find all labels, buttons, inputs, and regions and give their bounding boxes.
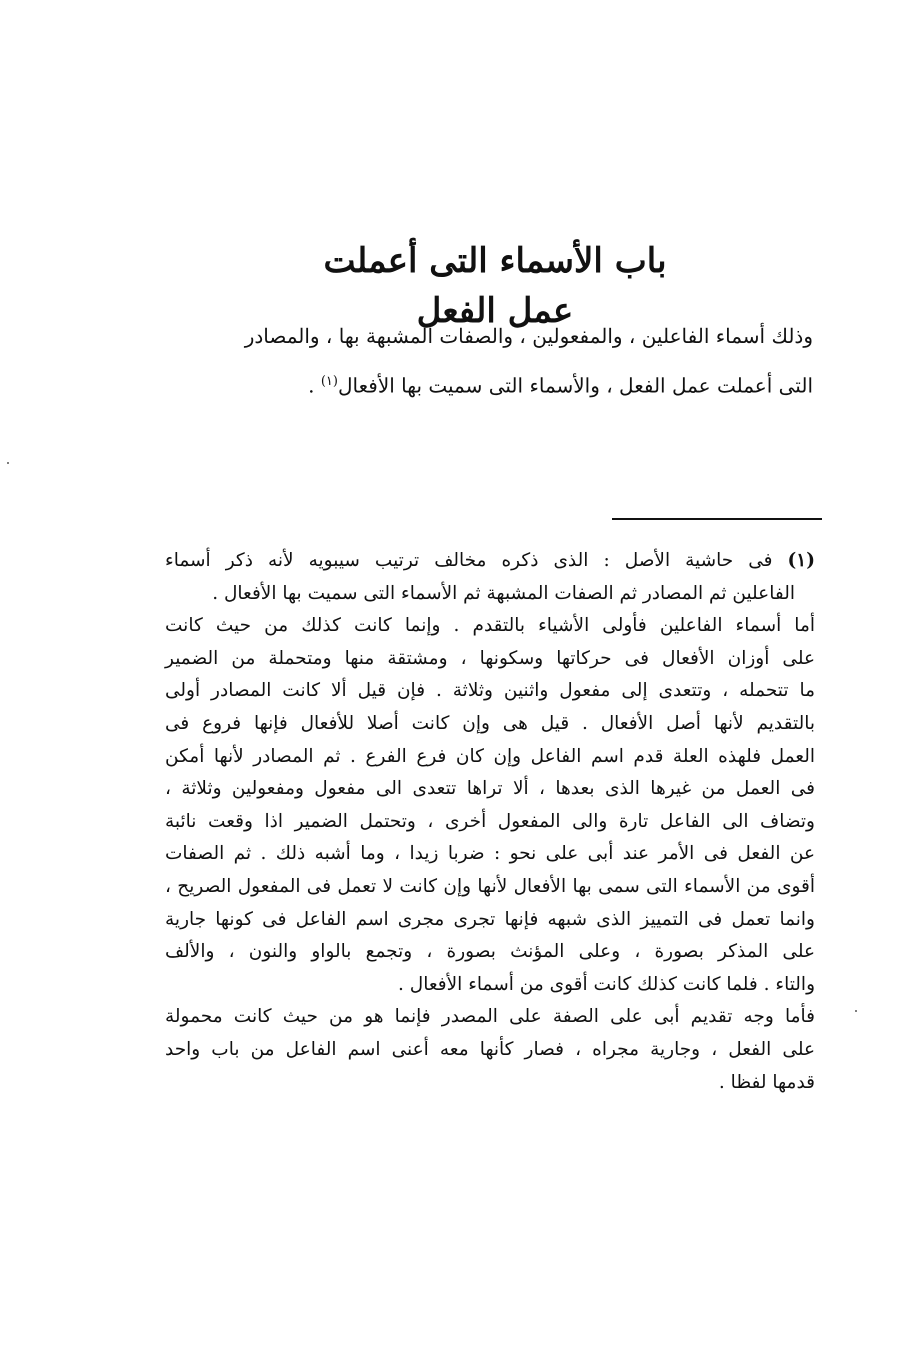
intro-line	[173, 359, 813, 409]
footnote-line: على الفعل ، وجارية مجراه ، فصار كأنها معه أعنى اسم الفاعل من باب واحد	[165, 1038, 815, 1060]
footnote	[165, 545, 815, 1099]
footnote-line: الفاعلين ثم المصادر ثم الصفات المشبهة ثم الأسماء التى سميت بها الأفعال .	[212, 582, 795, 604]
scan-speck	[855, 1010, 857, 1012]
footnote-separator	[612, 518, 822, 520]
footnote-line: عن الفعل فى الأمر عند أبى على نحو : ضربا زيدا ، وما أشبه ذلك . ثم الصفات	[165, 843, 815, 865]
footnote-line: قدمها لفظا .	[718, 1071, 815, 1093]
footnote-line-text: فى حاشية الأصل : الذى ذكره مخالف ترتيب سيبويه لأنه ذكر أسماء	[165, 550, 773, 571]
footnote-line	[165, 545, 815, 578]
footnote-line: بالتقديم لأنها أصل الأفعال . قيل هى وإن كانت أصلا للأفعال فإنها فروع فى	[165, 712, 815, 734]
footnote-line: ما تتحمله ، وتتعدى إلى مفعول واثنين وثلاثة . فإن قيل ألا كانت المصادر أولى	[165, 680, 815, 702]
footnote-line: فأما وجه تقديم أبى على الصفة على المصدر فإنما هو من حيث كانت محمولة	[165, 1006, 815, 1028]
intro-paragraph	[173, 313, 813, 409]
intro-line-text: التى أعملت عمل الفعل ، والأسماء التى سميت بها الأفعال	[337, 373, 813, 398]
chapter-title: باب الأسماء التى أعملت عمل الفعل	[323, 240, 667, 331]
footnote-line: على المذكر بصورة ، وعلى المؤنث بصورة ، وتجمع بالواو والنون ، والألف	[165, 941, 815, 963]
footnote-number: (١)	[787, 550, 815, 571]
footnote-line: والتاء . فلما كانت كذلك كانت أقوى من أسماء الأفعال .	[398, 973, 815, 995]
footnote-line: أقوى من الأسماء التى سمى بها الأفعال لأنها وإن كانت لا تعمل فى المفعول الصريح ،	[165, 875, 815, 897]
intro-line-end: .	[308, 373, 315, 398]
footnote-line: فى العمل من غيرها الذى بعدها ، ألا تراها تتعدى الى مفعول ومفعولين وثلاثة ،	[165, 778, 815, 800]
footnote-reference: (١)	[320, 374, 338, 389]
footnote-line: على أوزان الأفعال فى حركاتها وسكونها ، ومشتقة منها ومتحملة من الضمير	[165, 647, 815, 669]
scan-speck	[7, 462, 9, 464]
footnote-line: وتضاف الى الفاعل تارة والى المفعول أخرى ، وتحتمل الضمير اذا وقعت نائبة	[165, 810, 815, 832]
intro-line: وذلك أسماء الفاعلين ، والمفعولين ، والصفات المشبهة بها ، والمصادر	[244, 324, 813, 348]
footnote-line: وانما تعمل فى التمييز الذى شبهه فإنها تجرى مجرى اسم الفاعل فى كونها جارية	[165, 908, 815, 930]
footnote-line: أما أسماء الفاعلين فأولى الأشياء بالتقدم . وإنما كانت كذلك من حيث كانت	[165, 615, 815, 637]
footnote-line: العمل فلهذه العلة قدم اسم الفاعل وإن كان فرع الفرع . ثم المصادر لأنها أمكن	[165, 745, 815, 767]
